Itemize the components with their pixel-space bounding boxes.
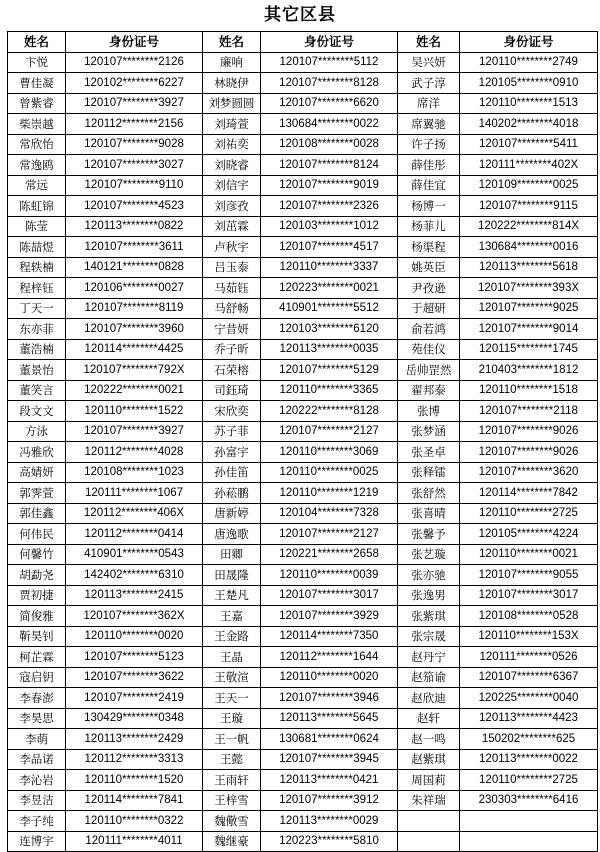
id-number-cell: 120112********4028 (66, 442, 203, 463)
name-cell: 苑佳仪 (398, 339, 460, 360)
name-cell: 薛佳彤 (398, 155, 460, 176)
name-cell: 宁昔妍 (203, 319, 261, 340)
column-header-id: 身份证号 (261, 32, 398, 53)
id-number-cell: 120110********0021 (460, 544, 598, 565)
name-cell: 常逸鸥 (8, 155, 66, 176)
id-number-cell: 140202********4018 (460, 114, 598, 135)
name-cell: 郭佳鑫 (8, 503, 66, 524)
name-cell: 吕玉泰 (203, 257, 261, 278)
table-row (8, 196, 598, 217)
id-number-cell: 120107********9014 (460, 319, 598, 340)
name-cell: 段文文 (8, 401, 66, 422)
table-row (8, 319, 598, 340)
id-number-cell: 120113********0822 (66, 216, 203, 237)
table-row (8, 52, 598, 73)
name-cell: 胡勐尧 (8, 565, 66, 586)
id-number-cell: 120110********153X (460, 626, 598, 647)
id-number-cell: 120107********3927 (66, 421, 203, 442)
id-number-cell: 120110********0322 (66, 811, 203, 832)
name-cell: 魏儆雪 (203, 811, 261, 832)
table-row (8, 708, 598, 729)
id-number-cell: 140121********0828 (66, 257, 203, 278)
id-number-cell: 120105********4224 (460, 524, 598, 545)
name-cell: 李沁岩 (8, 770, 66, 791)
table-header-row (8, 32, 598, 53)
name-cell: 席洋 (398, 93, 460, 114)
id-number-cell: 120104********7328 (261, 503, 398, 524)
name-cell: 郭霁萱 (8, 483, 66, 504)
id-number-cell: 120110********1513 (460, 93, 598, 114)
id-number-cell: 410901********0543 (66, 544, 203, 565)
id-number-cell: 120110********3337 (261, 257, 398, 278)
name-cell: 赵笳谕 (398, 667, 460, 688)
id-number-cell: 150202********625 (460, 729, 598, 750)
id-number-cell: 120112********1644 (261, 647, 398, 668)
name-cell: 孙佳笛 (203, 462, 261, 483)
id-number-cell: 120103********6120 (261, 319, 398, 340)
name-cell: 许子扬 (398, 134, 460, 155)
id-number-cell: 120107********2127 (261, 421, 398, 442)
name-cell: 李品诺 (8, 749, 66, 770)
name-cell: 田卿 (203, 544, 261, 565)
name-cell: 王晶 (203, 647, 261, 668)
name-cell: 董浩楠 (8, 339, 66, 360)
name-cell: 张释镭 (398, 462, 460, 483)
name-cell: 杨渠程 (398, 237, 460, 258)
id-number-cell: 120107********3017 (261, 585, 398, 606)
name-cell (398, 811, 460, 832)
id-number-cell: 120110********2725 (460, 503, 598, 524)
table-row (8, 114, 598, 135)
table-row (8, 811, 598, 832)
id-number-cell: 120107********5123 (66, 647, 203, 668)
name-cell: 武子淳 (398, 73, 460, 94)
id-number-cell: 120107********3620 (460, 462, 598, 483)
id-number-cell: 120107********9110 (66, 175, 203, 196)
id-number-cell: 120107********3945 (261, 749, 398, 770)
id-number-cell: 120107********8128 (261, 73, 398, 94)
name-cell: 曹佳凝 (8, 73, 66, 94)
name-cell: 张梦涵 (398, 421, 460, 442)
table-row (8, 770, 598, 791)
name-cell: 廉响 (203, 52, 261, 73)
id-number-cell: 130684********0022 (261, 114, 398, 135)
id-number-cell: 120110********1522 (66, 401, 203, 422)
table-row (8, 421, 598, 442)
id-number-cell: 120107********4523 (66, 196, 203, 217)
name-cell: 俞若鸿 (398, 319, 460, 340)
name-cell: 陈虹锦 (8, 196, 66, 217)
table-row (8, 524, 598, 545)
table-row (8, 606, 598, 627)
name-cell: 林晓伊 (203, 73, 261, 94)
id-number-cell: 120222********8128 (261, 401, 398, 422)
name-cell: 田晟隆 (203, 565, 261, 586)
table-row (8, 442, 598, 463)
name-cell: 王天一 (203, 688, 261, 709)
table-row (8, 360, 598, 381)
id-number-cell: 120107********9026 (460, 442, 598, 463)
id-number-cell: 120110********1520 (66, 770, 203, 791)
name-cell: 乔子昕 (203, 339, 261, 360)
name-cell: 唐新婷 (203, 503, 261, 524)
name-cell: 刘信宇 (203, 175, 261, 196)
name-cell: 朱祥瑞 (398, 790, 460, 811)
id-number-cell: 120222********814X (460, 216, 598, 237)
id-number-cell: 120110********1219 (261, 483, 398, 504)
name-cell: 冯雅欣 (8, 442, 66, 463)
name-cell: 张宗晟 (398, 626, 460, 647)
id-number-cell: 120107********2127 (261, 524, 398, 545)
name-cell: 王雨轩 (203, 770, 261, 791)
id-number-cell: 120107********3929 (261, 606, 398, 627)
table-row (8, 237, 598, 258)
id-number-cell: 120107********5129 (261, 360, 398, 381)
id-number-cell: 120113********0421 (261, 770, 398, 791)
roster-body (8, 52, 598, 852)
name-cell: 赵紫琪 (398, 749, 460, 770)
name-cell: 李昱洁 (8, 790, 66, 811)
table-row (8, 585, 598, 606)
name-cell: 姚英臣 (398, 257, 460, 278)
id-number-cell: 120107********3960 (66, 319, 203, 340)
name-cell: 程轶楠 (8, 257, 66, 278)
name-cell: 董笑言 (8, 380, 66, 401)
id-number-cell: 120111********0526 (460, 647, 598, 668)
table-row (8, 565, 598, 586)
id-number-cell: 120113********0035 (261, 339, 398, 360)
id-number-cell: 120107********6367 (460, 667, 598, 688)
name-cell: 周国莉 (398, 770, 460, 791)
name-cell: 常远 (8, 175, 66, 196)
name-cell: 王璇 (203, 708, 261, 729)
id-number-cell: 120102********6227 (66, 73, 203, 94)
id-number-cell: 120107********9026 (460, 421, 598, 442)
id-number-cell: 120114********7842 (460, 483, 598, 504)
id-number-cell: 120223********0021 (261, 278, 398, 299)
name-cell: 卢秋宇 (203, 237, 261, 258)
name-cell: 何馨竹 (8, 544, 66, 565)
name-cell: 杨博一 (398, 196, 460, 217)
name-cell: 席翼驰 (398, 114, 460, 135)
id-number-cell: 120107********5112 (261, 52, 398, 73)
name-cell: 寇启钥 (8, 667, 66, 688)
table-row (8, 626, 598, 647)
id-number-cell: 120225********0040 (460, 688, 598, 709)
id-number-cell: 120223********5810 (261, 831, 398, 852)
id-number-cell: 120112********406X (66, 503, 203, 524)
id-number-cell: 410901********5512 (261, 298, 398, 319)
id-number-cell: 120110********0020 (66, 626, 203, 647)
table-row (8, 278, 598, 299)
id-number-cell: 120114********4425 (66, 339, 203, 360)
name-cell: 王敬渲 (203, 667, 261, 688)
table-row (8, 175, 598, 196)
name-cell: 连博宇 (8, 831, 66, 852)
name-cell: 尹孜逊 (398, 278, 460, 299)
name-cell: 方泳 (8, 421, 66, 442)
id-number-cell: 120107********3027 (66, 155, 203, 176)
id-number-cell: 120107********9115 (460, 196, 598, 217)
table-row (8, 729, 598, 750)
name-cell: 卞悦 (8, 52, 66, 73)
name-cell: 靳昊钊 (8, 626, 66, 647)
id-number-cell: 120115********1745 (460, 339, 598, 360)
id-number-cell: 120107********9028 (66, 134, 203, 155)
table-row (8, 503, 598, 524)
id-number-cell: 120111********1067 (66, 483, 203, 504)
id-number-cell: 120113********2415 (66, 585, 203, 606)
name-cell: 马舒畅 (203, 298, 261, 319)
id-number-cell: 120113********2429 (66, 729, 203, 750)
id-number-cell: 210403********1812 (460, 360, 598, 381)
table-row (8, 483, 598, 504)
column-header-name: 姓名 (398, 32, 460, 53)
name-cell: 李春澎 (8, 688, 66, 709)
column-header-name: 姓名 (203, 32, 261, 53)
id-number-cell: 120107********3017 (460, 585, 598, 606)
name-cell: 赵欣迪 (398, 688, 460, 709)
id-number-cell: 120107********6620 (261, 93, 398, 114)
name-cell: 柴崇越 (8, 114, 66, 135)
id-number-cell: 120111********4011 (66, 831, 203, 852)
id-number-cell: 120107********362X (66, 606, 203, 627)
id-number-cell: 120107********8124 (261, 155, 398, 176)
name-cell: 赵丹宁 (398, 647, 460, 668)
name-cell: 简俊雅 (8, 606, 66, 627)
name-cell: 刘祐奕 (203, 134, 261, 155)
name-cell: 吴兴妍 (398, 52, 460, 73)
name-cell: 贾初捷 (8, 585, 66, 606)
table-row (8, 688, 598, 709)
name-cell: 刘彦孜 (203, 196, 261, 217)
id-number-cell: 120110********0020 (261, 667, 398, 688)
name-cell: 何伟民 (8, 524, 66, 545)
id-number-cell: 130684********0016 (460, 237, 598, 258)
name-cell: 魏继豪 (203, 831, 261, 852)
id-number-cell: 120221********2658 (261, 544, 398, 565)
name-cell: 高婧妍 (8, 462, 66, 483)
name-cell: 赵轩 (398, 708, 460, 729)
id-number-cell: 120112********3313 (66, 749, 203, 770)
table-row (8, 155, 598, 176)
name-cell: 程梓钰 (8, 278, 66, 299)
id-number-cell: 120110********2749 (460, 52, 598, 73)
name-cell: 张馨予 (398, 524, 460, 545)
name-cell: 刘茁霖 (203, 216, 261, 237)
name-cell: 李昊思 (8, 708, 66, 729)
id-number-cell: 120110********3365 (261, 380, 398, 401)
id-number-cell: 120107********3622 (66, 667, 203, 688)
table-row (8, 339, 598, 360)
name-cell: 东亦菲 (8, 319, 66, 340)
name-cell: 张紫琪 (398, 606, 460, 627)
name-cell: 柯芷霖 (8, 647, 66, 668)
id-number-cell: 120107********8119 (66, 298, 203, 319)
name-cell: 王楚凡 (203, 585, 261, 606)
table-row (8, 462, 598, 483)
table-row (8, 544, 598, 565)
name-cell: 孙富宇 (203, 442, 261, 463)
name-cell: 翟邦泰 (398, 380, 460, 401)
table-row (8, 257, 598, 278)
id-number-cell: 120107********9055 (460, 565, 598, 586)
id-number-cell: 120222********0021 (66, 380, 203, 401)
name-cell: 王一帆 (203, 729, 261, 750)
name-cell: 孙菘鹏 (203, 483, 261, 504)
id-number-cell: 120112********2156 (66, 114, 203, 135)
table-row (8, 93, 598, 114)
name-cell: 张舒然 (398, 483, 460, 504)
name-cell: 张喜晴 (398, 503, 460, 524)
name-cell: 于超研 (398, 298, 460, 319)
name-cell: 王懿 (203, 749, 261, 770)
id-number-cell: 120107********792X (66, 360, 203, 381)
id-number-cell: 120110********0025 (261, 462, 398, 483)
name-cell: 赵一鸣 (398, 729, 460, 750)
name-cell: 李子纯 (8, 811, 66, 832)
id-number-cell: 120111********402X (460, 155, 598, 176)
table-row (8, 790, 598, 811)
table-row (8, 134, 598, 155)
name-cell: 杨菲儿 (398, 216, 460, 237)
id-number-cell: 120113********5645 (261, 708, 398, 729)
id-number-cell: 130429********0348 (66, 708, 203, 729)
table-row (8, 647, 598, 668)
name-cell: 李萌 (8, 729, 66, 750)
id-number-cell: 120108********1023 (66, 462, 203, 483)
table-row (8, 298, 598, 319)
id-number-cell: 120107********3946 (261, 688, 398, 709)
name-cell: 张逸男 (398, 585, 460, 606)
id-number-cell: 120109********0025 (460, 175, 598, 196)
id-number-cell: 120114********7841 (66, 790, 203, 811)
table-row (8, 831, 598, 852)
id-number-cell: 120113********5618 (460, 257, 598, 278)
id-number-cell: 120107********3927 (66, 93, 203, 114)
name-cell: 马茹钰 (203, 278, 261, 299)
id-number-cell: 120108********0028 (261, 134, 398, 155)
name-cell: 刘梦圆圆 (203, 93, 261, 114)
id-number-cell: 120107********393X (460, 278, 598, 299)
id-number-cell: 120107********3912 (261, 790, 398, 811)
table-row (8, 401, 598, 422)
id-number-cell: 120107********2419 (66, 688, 203, 709)
id-number-cell: 120107********5411 (460, 134, 598, 155)
name-cell: 王金路 (203, 626, 261, 647)
name-cell: 王嘉 (203, 606, 261, 627)
name-cell: 司鈺琦 (203, 380, 261, 401)
name-cell: 陈莹 (8, 216, 66, 237)
name-cell: 张亦驰 (398, 565, 460, 586)
name-cell: 王梓雪 (203, 790, 261, 811)
page-title: 其它区县 (264, 5, 336, 25)
id-number-cell: 120107********4517 (261, 237, 398, 258)
id-number-cell: 142402********6310 (66, 565, 203, 586)
name-cell: 薛佳宜 (398, 175, 460, 196)
id-number-cell: 120107********9025 (460, 298, 598, 319)
name-cell: 张艺璇 (398, 544, 460, 565)
name-cell: 石荣榕 (203, 360, 261, 381)
table-row (8, 749, 598, 770)
name-cell: 岳帅罡然 (398, 360, 460, 381)
id-number-cell: 120103********1012 (261, 216, 398, 237)
id-number-cell: 120107********3611 (66, 237, 203, 258)
id-number-cell: 120107********2326 (261, 196, 398, 217)
id-number-cell: 120107********9019 (261, 175, 398, 196)
name-cell: 陈喆煜 (8, 237, 66, 258)
id-number-cell: 120113********4423 (460, 708, 598, 729)
name-cell: 苏子菲 (203, 421, 261, 442)
name-cell: 常欣怡 (8, 134, 66, 155)
id-number-cell: 230303********6416 (460, 790, 598, 811)
id-number-cell: 130681********0624 (261, 729, 398, 750)
table-row (8, 73, 598, 94)
id-number-cell (460, 811, 598, 832)
table-row (8, 216, 598, 237)
id-number-cell: 120110********2725 (460, 770, 598, 791)
id-number-cell: 120114********7350 (261, 626, 398, 647)
name-cell: 董景怡 (8, 360, 66, 381)
column-header-name: 姓名 (8, 32, 66, 53)
table-row (8, 380, 598, 401)
name-cell: 唐逸歌 (203, 524, 261, 545)
name-cell: 刘晓睿 (203, 155, 261, 176)
name-cell (398, 831, 460, 852)
name-cell: 丁天一 (8, 298, 66, 319)
id-number-cell (460, 831, 598, 852)
id-number-cell: 120113********0029 (261, 811, 398, 832)
name-cell: 宋欣奕 (203, 401, 261, 422)
id-number-cell: 120108********0528 (460, 606, 598, 627)
id-number-cell: 120107********2126 (66, 52, 203, 73)
name-cell: 张圣卓 (398, 442, 460, 463)
id-number-cell: 120110********3069 (261, 442, 398, 463)
name-cell: 曾紫睿 (8, 93, 66, 114)
column-header-id: 身份证号 (460, 32, 598, 53)
id-number-cell: 120107********2118 (460, 401, 598, 422)
roster-table (7, 31, 598, 852)
id-number-cell: 120110********1518 (460, 380, 598, 401)
id-number-cell: 120105********0910 (460, 73, 598, 94)
name-cell: 张博 (398, 401, 460, 422)
id-number-cell: 120112********0414 (66, 524, 203, 545)
name-cell: 刘琦萱 (203, 114, 261, 135)
id-number-cell: 120113********0022 (460, 749, 598, 770)
id-number-cell: 120106********0027 (66, 278, 203, 299)
id-number-cell: 120110********0039 (261, 565, 398, 586)
column-header-id: 身份证号 (66, 32, 203, 53)
table-row (8, 667, 598, 688)
